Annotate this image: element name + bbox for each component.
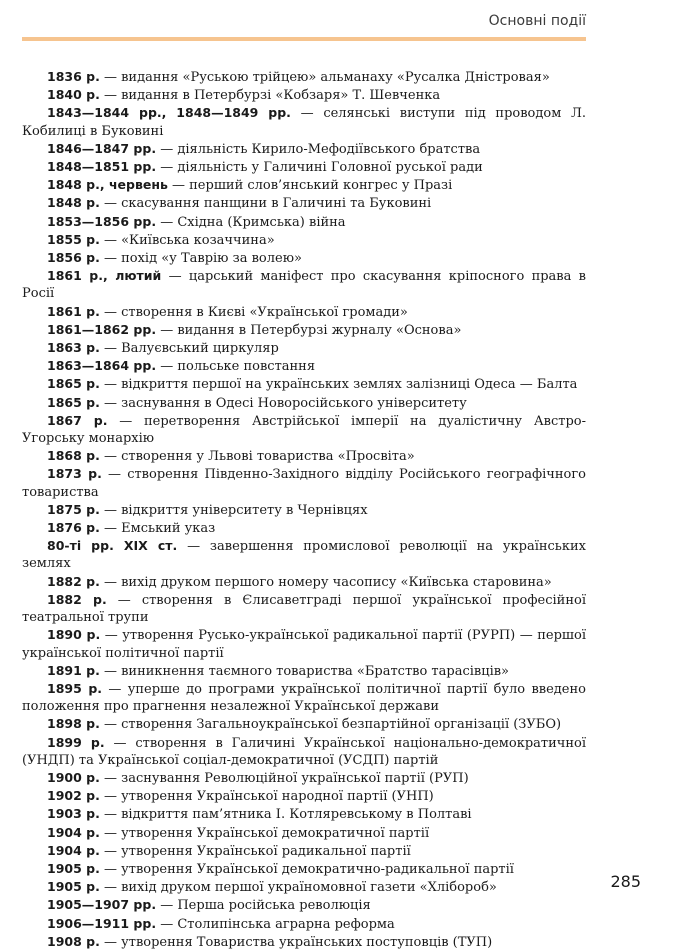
entry-date: 1848 р., червень [47,177,168,193]
entry-event: — створення в Києві «Української громади» [99,304,408,320]
entry-date: 1905—1907 рр. [47,897,157,913]
entry-event: — створення Загальноукраїнської безпартійної організації (ЗУБО) [99,717,562,733]
chronology-entry [22,321,586,339]
entry-date: 1882 р. [47,591,107,607]
chronology-entry [22,842,586,860]
entry-date: 1905 р. [47,879,100,895]
entry-date: 1865 р. [47,394,100,410]
entry-event: — створення в Єлисаветграді першої української професійної театральної трупи [22,592,586,626]
chronology-entry [22,158,586,176]
chronology-entry [22,519,586,537]
chronology-entry [22,933,586,951]
chronology-entry [22,86,586,104]
chronology-entry [22,249,586,267]
chronology-entry [22,537,586,572]
chronology-entry [22,501,586,519]
entry-date: 1904 р. [47,824,100,840]
entry-date: 1882 р. [47,573,100,589]
entry-event: — заснування Революційної української партії (РУП) [99,770,469,786]
chronology-entry [22,104,586,139]
chronology-entry [22,176,586,194]
entry-event: — утворення Товариства українських поступовців (ТУП) [99,934,493,950]
entry-event: — видання «Руською трійцею» альманаху «Русалка Дністровая» [99,70,550,85]
entry-date: 1856 р. [47,250,100,266]
chronology-entry [22,357,586,375]
entry-date: 1855 р. [47,231,100,247]
entry-event: — утворення Української демократичної партії [99,825,430,841]
entry-event: — утворення Української демократично-радикальної партії [99,861,514,877]
chronology-entry [22,140,586,158]
chronology-entry [22,860,586,878]
entry-event: — утворення Русько-української радикальної партії (РУРП) — першої української політичної партії [22,628,586,661]
chronology-entry [22,591,586,626]
entry-event: — утворення Української радикальної партії [99,843,411,859]
entry-date: 1891 р. [47,662,100,678]
chronology-entry [22,680,586,715]
entry-date: 1846—1847 рр. [47,140,157,156]
entry-date: 1904 р. [47,842,100,858]
entry-event: — «Київська козаччина» [99,232,275,248]
entry-event: — царський маніфест про скасування кріпосного права в Росії [22,269,586,302]
entry-date: 1900 р. [47,769,100,785]
entry-date: 1873 р. [47,466,102,482]
entry-event: — Валуєвський циркуляр [99,341,279,357]
entry-date: 1902 р. [47,788,100,804]
entry-date: 1840 р. [47,87,100,103]
entry-event: — створення Південно-Західного відділу Російського географічного товариства [22,467,586,500]
entry-date: 1861 р., лютий [47,268,162,284]
entry-event: — польське повстання [156,359,316,375]
chronology-entry [22,715,586,733]
entry-date: 1899 р. [47,734,105,750]
entry-date: 1848 р. [47,195,100,211]
chronology-entry [22,662,586,680]
entry-date: 1908 р. [47,933,100,949]
chronology-entry [22,231,586,249]
entry-event: — створення в Галичині Української національно-демократичної (УНДП) та Української соціал-демократичної (УСДП) партій [22,735,586,768]
entry-event: — діяльність у Галичині Головної руської ради [156,160,483,176]
chronology-entry [22,573,586,591]
entry-date: 1861—1862 рр. [47,321,157,337]
page-number: 285 [610,872,641,891]
entry-event: — Столипінська аграрна реформа [156,916,395,932]
entry-date: 1853—1856 рр. [47,213,157,229]
entry-date: 1905 р. [47,860,100,876]
chronology-entry [22,375,586,393]
entry-event: — селянські виступи під проводом Л. Кобилиці в Буковині [22,106,586,139]
entry-date: 1898 р. [47,716,100,732]
entry-event: — виникнення таємного товариства «Братство тарасівців» [99,663,509,679]
entry-event: — відкриття пам’ятника І. Котляревському в Полтаві [99,807,472,823]
entry-event: — створення у Львові товариства «Просвіта» [99,449,415,465]
entry-event: — видання в Петербурзі журналу «Основа» [156,322,462,338]
chronology-entry [22,787,586,805]
chronology-list [22,68,586,951]
chronology-entry [22,824,586,842]
entry-event: — вихід друком першої україномовної газети «Хлібороб» [99,880,497,896]
chronology-entry [22,267,586,302]
entry-event: — скасування панщини в Галичині та Буковині [99,196,432,212]
chronology-entry [22,394,586,412]
chronology-entry [22,68,586,86]
entry-date: 1861 р. [47,303,100,319]
chronology-entry [22,878,586,896]
entry-date: 1868 р. [47,448,100,464]
entry-event: — Східна (Кримська) війна [156,214,346,230]
chronology-entry [22,194,586,212]
chronology-entry [22,447,586,465]
entry-date: 1863—1864 рр. [47,358,157,374]
entry-date: 1848—1851 рр. [47,159,157,175]
chronology-entry [22,412,586,447]
chronology-entry [22,734,586,769]
chronology-entry [22,915,586,933]
entry-event: — Перша російська революція [156,898,371,914]
entry-event: — похід «у Таврію за волею» [99,251,302,267]
chronology-entry [22,213,586,231]
chronology-entry [22,769,586,787]
entry-date: 1863 р. [47,340,100,356]
chronology-entry [22,303,586,321]
entry-date: 1876 р. [47,520,100,536]
entry-event: — вихід друком першого номеру часопису «Київська старовина» [99,574,552,590]
entry-event: — відкриття університету в Чернівцях [99,502,368,518]
entry-date: 80-ті рр. XIX ст. [47,538,178,554]
entry-date: 1865 р. [47,376,100,392]
entry-date: 1843—1844 рр., 1848—1849 рр. [47,105,291,121]
entry-event: — заснування в Одесі Новоросійського університету [99,395,467,411]
entry-date: 1867 р. [47,412,108,428]
chronology-entry [22,339,586,357]
chronology-entry [22,805,586,823]
section-title: Основні події [488,13,586,29]
entry-date: 1875 р. [47,501,100,517]
entry-date: 1890 р. [47,627,101,643]
chronology-entry [22,465,586,500]
entry-date: 1903 р. [47,806,100,822]
entry-event: — Емський указ [99,521,216,537]
entry-date: 1895 р. [47,680,103,696]
entry-event: — видання в Петербурзі «Кобзаря» Т. Шевченка [99,88,441,104]
entry-date: 1906—1911 рр. [47,915,157,931]
entry-event: — перший слов’янський конгрес у Празі [167,178,453,194]
entry-event: — перетворення Австрійської імперії на дуалістичну Австро-Угорську монархію [22,413,586,447]
chronology-entry [22,626,586,661]
header-divider [22,37,586,41]
entry-event: — уперше до програми української політичної партії було введено положення про прагнення незалежної Української держави [22,681,586,715]
entry-event: — діяльність Кирило-Мефодіївського братства [156,141,481,157]
entry-date: 1836 р. [47,69,100,84]
entry-event: — завершення промислової революції на українських землях [22,539,586,572]
entry-event: — утворення Української народної партії (УНП) [99,789,434,805]
entry-event: — відкриття першої на українських землях залізниці Одеса — Балта [99,377,578,393]
